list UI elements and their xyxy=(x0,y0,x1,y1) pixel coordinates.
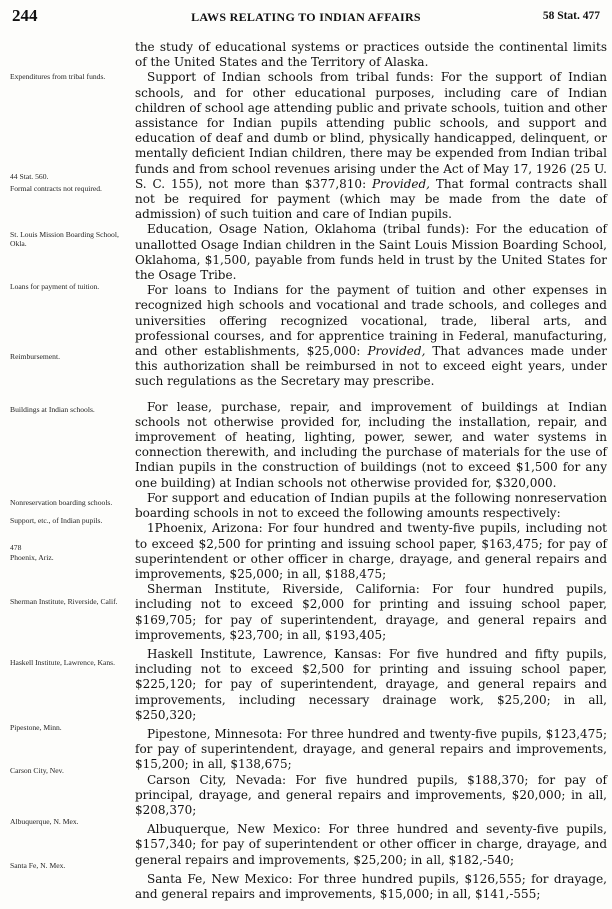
provided-italic: Provided, xyxy=(372,176,430,191)
paragraph-sherman: Sherman Institute, Riverside, California: For four hundred pupils, including not to exceed $2,000 for printing and issuing school paper, $169,705; for pay of superintendent, drayage, and general repairs and improvements, $23,700; in all, $193,405; xyxy=(135,582,607,642)
margin-note-haskell: Haskell Institute, Lawrence, Kans. xyxy=(10,658,116,667)
page-number: 244 xyxy=(12,6,38,25)
margin-note-formal-contracts: Formal contracts not required. xyxy=(10,184,102,193)
page-header xyxy=(12,6,600,30)
paragraph-nonreservation: For support and education of Indian pupils at the following nonreservation boarding schools in not to exceed the following amounts respectively: xyxy=(135,490,607,521)
margin-note-santa-fe: Santa Fe, N. Mex. xyxy=(10,861,66,870)
paragraph-albuquerque: Albuquerque, New Mexico: For three hundred and seventy-five pupils, $157,340; for pay of superintendent or other officer in charge, drayage, and general repairs and improvements, $25,200; in all, $182,-540; xyxy=(135,822,607,867)
margin-note-nonreservation: Nonreservation boarding schools. xyxy=(10,498,113,507)
main-text xyxy=(135,40,607,902)
margin-note-support: Support, etc., of Indian pupils. xyxy=(10,516,103,525)
paragraph-haskell: Haskell Institute, Lawrence, Kansas: For five hundred and fifty pupils, including not to exceed $2,500 for printing and issuing school paper, $225,120; for pay of superintendent, drayage, and general repairs and improvements, including necessary drainage work, $25,200; in all, $250,320; xyxy=(135,646,607,722)
provided-italic: Provided, xyxy=(367,344,426,359)
margin-note-expenditures: Expenditures from tribal funds. xyxy=(10,72,106,81)
margin-note-st-louis: St. Louis Mission Boarding School, Okla. xyxy=(10,230,119,248)
margin-note-carson: Carson City, Nev. xyxy=(10,766,64,775)
margin-note-loans: Loans for payment of tuition. xyxy=(10,282,100,291)
paragraph-carson: Carson City, Nevada: For five hundred pupils, $188,370; for pay of principal, drayage, and general repairs and improvements, $20,000; in all, $208,370; xyxy=(135,772,607,817)
paragraph-continuation: the study of educational systems or practices outside the continental limits of the United States and the Territory of Alaska. xyxy=(135,40,607,70)
statute-reference: 58 Stat. 477 xyxy=(542,10,600,22)
margin-note-albuquerque: Albuquerque, N. Mex. xyxy=(10,817,79,826)
paragraph-santa-fe: Santa Fe, New Mexico: For three hundred pupils, $126,555; for drayage, and general repairs and improvements, $15,000; in all, $141,-555; xyxy=(135,871,607,901)
margin-note-sherman: Sherman Institute, Riverside, Calif. xyxy=(10,597,118,606)
margin-note-phoenix: Phoenix, Ariz. xyxy=(10,553,54,562)
paragraph-buildings: For lease, purchase, repair, and improvement of buildings at Indian schools not otherwise provided for, including the installation, repair, and improvement of heating, lighting, power, sewer, and water systems in connection therewith, and including the purchase of materials for the use of Indian pupils in the construction of buildings (not to exceed $1,500 for any one building) at Indian schools not otherwise provided for, $320,000. xyxy=(135,399,607,490)
paragraph-tribal-funds: Support of Indian schools from tribal funds: For the support of Indian schools, and for other educational purposes, including care of Indian children of school age attending public and private schools, tuition and other assistance for Indian pupils attending public schools, and support and education of deaf and dumb or blind, physically handicapped, delinquent, or mentally deficient Indian children, there may be expended from Indian tribal funds and from school revenues arising under the Act of May 17, 1926 (25 U. S. C. 155), not more than $377,810: Provided, That formal contracts shall not be required for payment (which may be made from the date of admission) of such tuition and care of Indian pupils. xyxy=(135,70,607,222)
footnote-mark: 1 xyxy=(147,521,155,536)
margin-note-stat-478: 478 xyxy=(10,543,22,552)
margin-note-reimbursement: Reimbursement. xyxy=(10,352,60,361)
paragraph-osage: Education, Osage Nation, Oklahoma (tribal funds): For the education of unallotted Osage Indian children in the Saint Louis Mission Boarding School, Oklahoma, $1,500, payable from funds held in trust by the United States for the Osage Tribe. xyxy=(135,222,607,283)
margin-note-pipestone: Pipestone, Minn. xyxy=(10,723,62,732)
margin-note-stat-560: 44 Stat. 560. xyxy=(10,172,49,181)
margin-note-buildings: Buildings at Indian schools. xyxy=(10,405,95,414)
paragraph-loans: For loans to Indians for the payment of tuition and other expenses in recognized high schools and vocational and trade schools, and colleges and universities offering recognized vocational, trade, liberal arts, and professional courses, and for apprentice training in Federal, manufacturing, and other establishments, $25,000: Provided, That advances made under this authorization shall be reimbursed in not to exceed eight years, under such regulations as the Secretary may prescribe. xyxy=(135,283,607,389)
paragraph-phoenix: 1Phoenix, Arizona: For four hundred and twenty-five pupils, including not to exceed $2,500 for printing and issuing school paper, $163,475; for pay of superintendent or other officer in charge, drayage, and general repairs and improvements, $25,000; in all, $188,475; xyxy=(135,521,607,581)
paragraph-pipestone: Pipestone, Minnesota: For three hundred and twenty-five pupils, $123,475; for pay of superintendent, drayage, and general repairs and improvements, $15,200; in all, $138,675; xyxy=(135,726,607,772)
running-title: LAWS RELATING TO INDIAN AFFAIRS xyxy=(191,10,421,24)
